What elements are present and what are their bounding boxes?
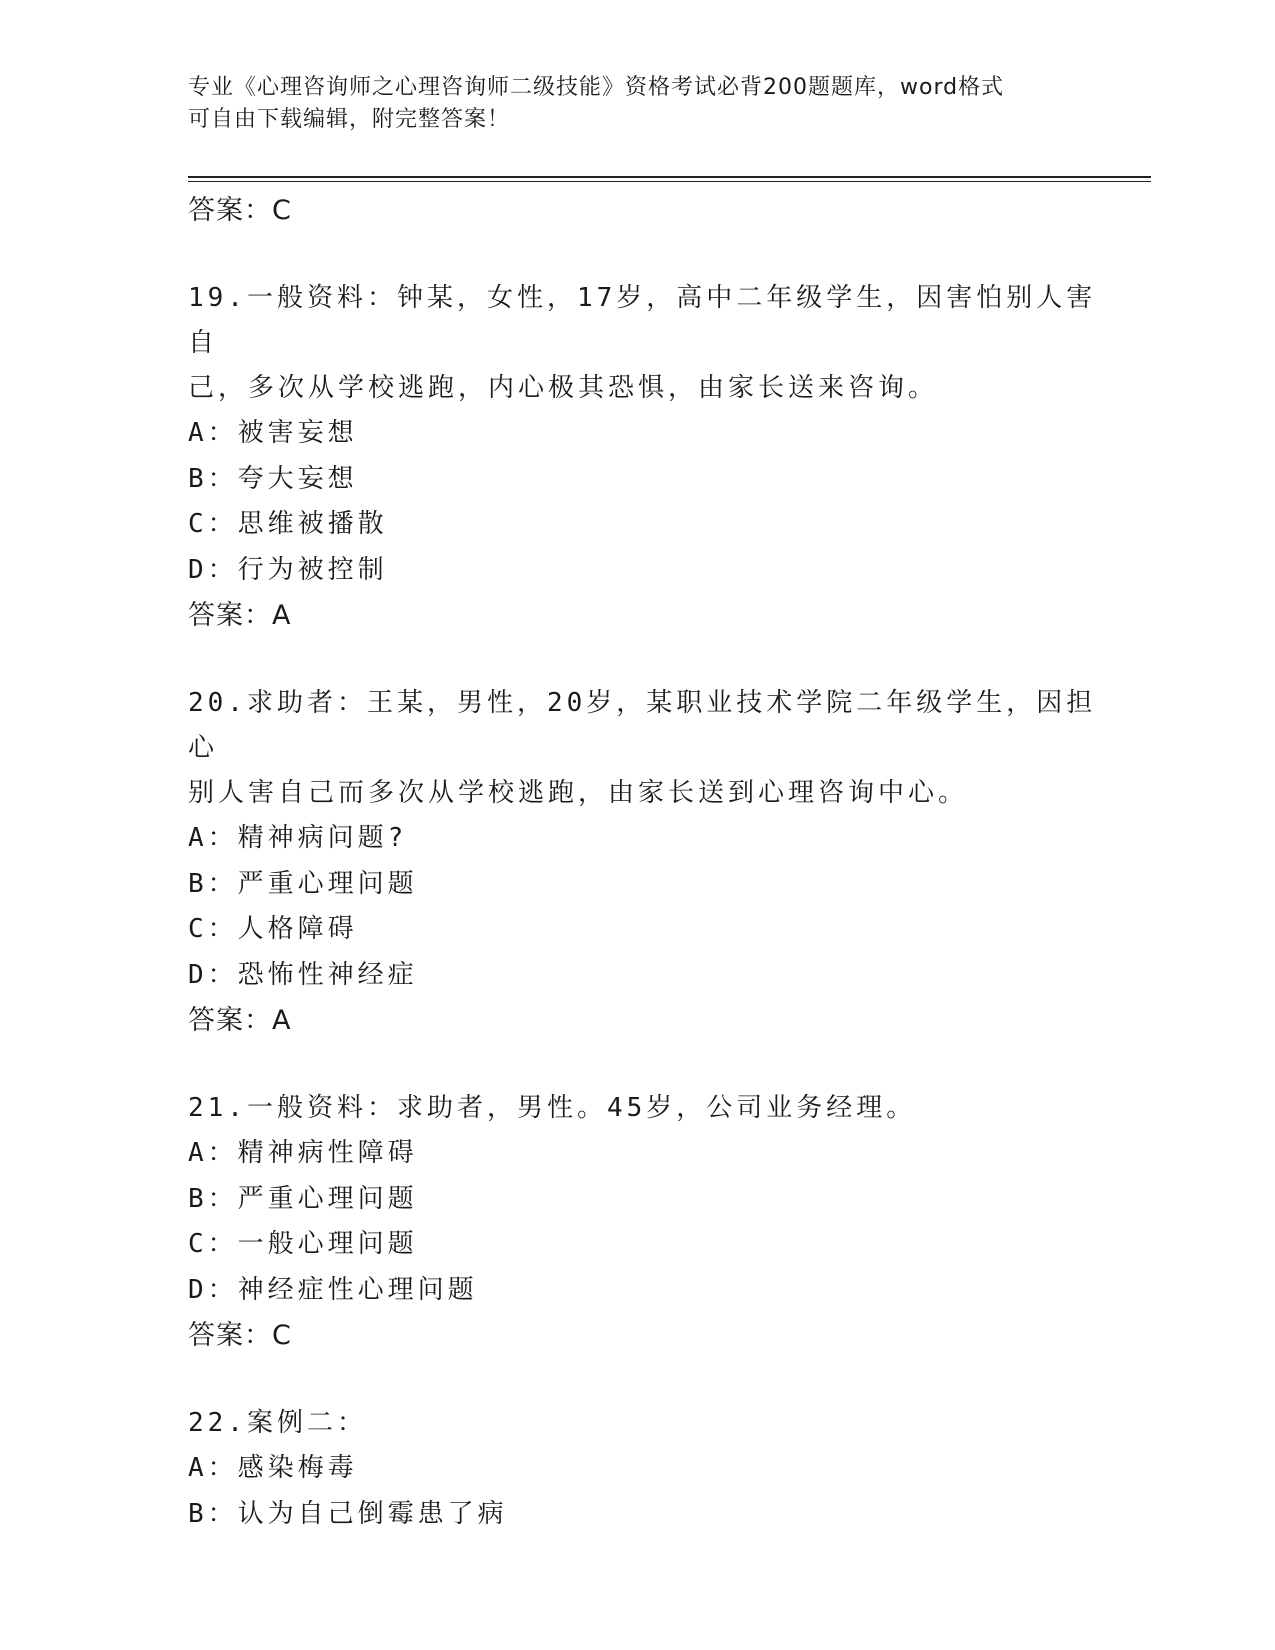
option-d: D：神经症性心理问题 <box>188 1274 478 1305</box>
question-text-line: 22.案例二： <box>188 1408 367 1438</box>
option-b: B：夸大妄想 <box>188 463 358 494</box>
option-c: C：一般心理问题 <box>188 1229 418 1259</box>
option-a: A：感染梅毒 <box>188 1453 358 1483</box>
option-b: B：严重心理问题 <box>188 1183 418 1214</box>
question-text <box>188 276 1118 411</box>
option-d: D：行为被控制 <box>188 554 388 585</box>
question-text <box>188 1401 1118 1446</box>
answer-line: 答案：A <box>188 600 292 631</box>
question-list <box>188 188 1118 1537</box>
answer-line: 答案：A <box>188 1005 292 1036</box>
option-a: A：被害妄想 <box>188 418 358 448</box>
question-text-line: 别人害自己而多次从学校逃跑，由家长送到心理咨询中心。 <box>188 778 969 808</box>
question-text <box>188 681 1118 816</box>
header-line-1: 专业《心理咨询师之心理咨询师二级技能》资格考试必背200题题库，word格式 <box>188 75 1005 100</box>
option-d: D：恐怖性神经症 <box>188 959 418 990</box>
question-block <box>188 681 1118 1044</box>
question-text-line: 己，多次从学校逃跑，内心极其恐惧，由家长送来咨询。 <box>188 373 939 403</box>
answer-line: 答案：C <box>188 1320 292 1351</box>
header-divider-thin <box>188 181 1151 182</box>
option-c: C：人格障碍 <box>188 914 358 944</box>
answer-line: 答案：C <box>188 195 292 226</box>
option-b: B：严重心理问题 <box>188 868 418 899</box>
document-header <box>188 72 1088 136</box>
option-a: A：精神病问题? <box>188 823 408 853</box>
question-block <box>188 276 1118 639</box>
header-line-2: 可自由下载编辑，附完整答案！ <box>188 107 511 132</box>
header-divider-thick <box>188 176 1151 178</box>
question-text-line: 19.一般资料：钟某，女性，17岁，高中二年级学生，因害怕别人害自 <box>188 283 1097 358</box>
question-text <box>188 1086 1118 1131</box>
question-block <box>188 1401 1118 1537</box>
option-b: B：认为自己倒霉患了病 <box>188 1498 508 1529</box>
question-block <box>188 1086 1118 1359</box>
question-text-line: 21.一般资料：求助者，男性。45岁，公司业务经理。 <box>188 1093 917 1123</box>
option-a: A：精神病性障碍 <box>188 1138 418 1168</box>
option-c: C：思维被播散 <box>188 509 388 539</box>
question-text-line: 20.求助者：王某，男性，20岁，某职业技术学院二年级学生，因担心 <box>188 688 1097 763</box>
